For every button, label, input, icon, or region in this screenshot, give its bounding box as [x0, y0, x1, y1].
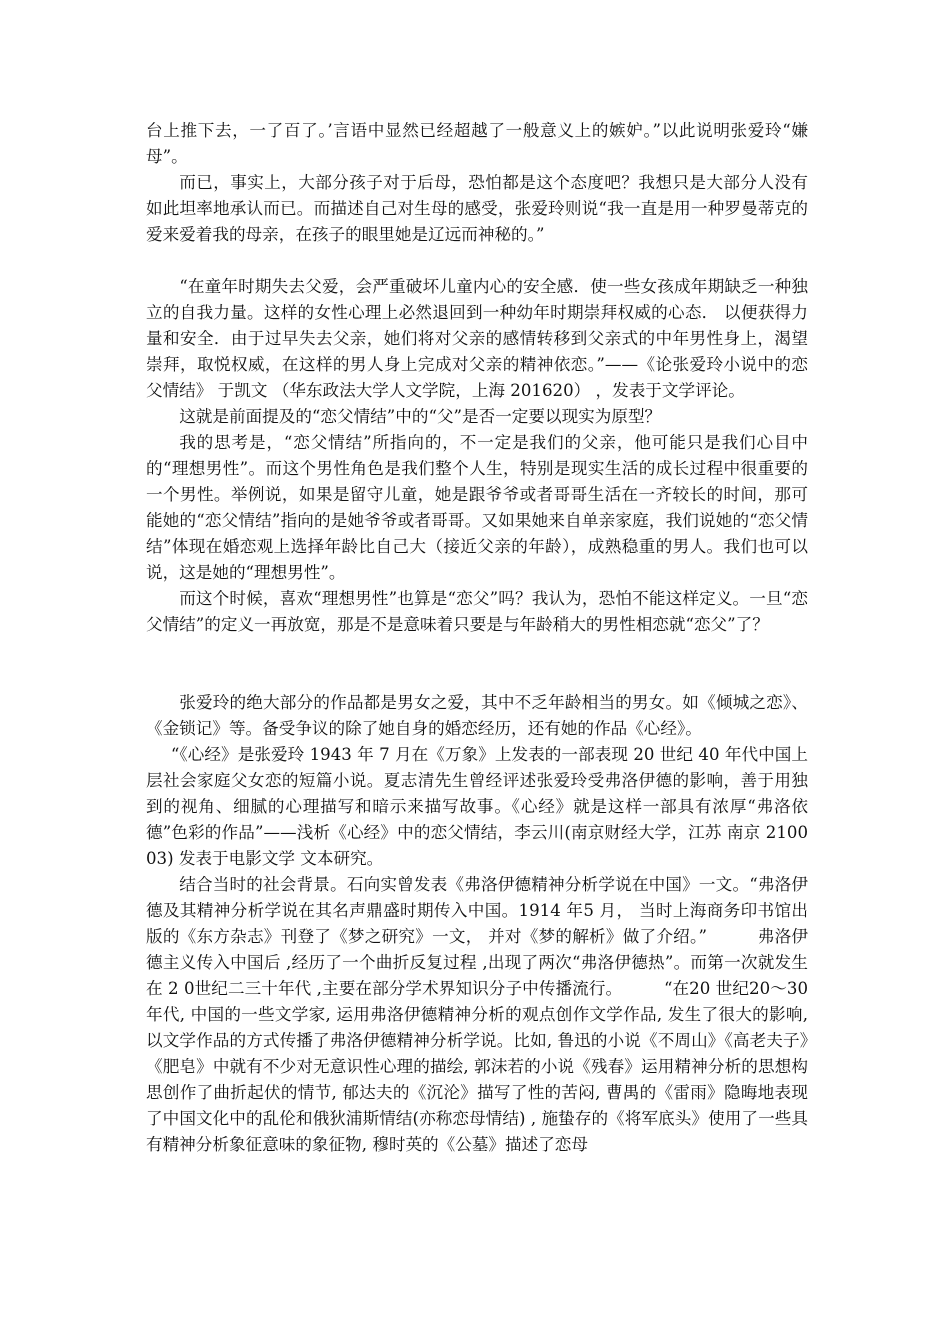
paragraph-5: 我的思考是，“恋父情结”所指向的，不一定是我们的父亲，他可能只是我们心目中的“理想男性”。而这个男性角色是我们整个人生，特别是现实生活的成长过程中很重要的一个男性。举例说，如果是留守儿童，她是跟爷爷或者哥哥生活在一齐较长的时间，那可能她的“恋父情结”指向的是她爷爷或者哥哥。又如果她来自单亲家庭，我们说她的“恋父情结”体现在婚恋观上选择年龄比自己大（接近父亲的年龄），成熟稳重的男人。我们也可以说，这是她的“理想男性”。	[146, 433, 808, 582]
blank-lines	[146, 638, 808, 690]
paragraph-4: 这就是前面提及的“恋父情结”中的“父”是否一定要以现实为原型？	[179, 407, 662, 426]
paragraph-9: 结合当时的社会背景。石向实曾发表《弗洛伊德精神分析学说在中国》一文。“弗洛伊德及其精神分析学说在其名声鼎盛时期传入中国。1914 年5 月， 当时上海商务印书馆出版的《东方杂志》刊登了《梦之研究》一文， 并对《梦的解析》做了介绍。” 弗洛伊德主义传入中国后 ,经历了一个曲折反复过程 ,出现了两次“弗洛伊德热”。而第一次就发生在 2 0世纪二三十年代 ,主要在部分学术界知识分子中传播流行。 “在20 世纪20～30 年代, 中国的一些文学家, 运用弗洛伊德精神分析的观点创作文学作品, 发生了很大的影响, 以文学作品的方式传播了弗洛伊德精神分析学说。比如, 鲁迅的小说《不周山》《高老夫子》《肥皂》中就有不少对无意识性心理的描绘, 郭沫若的小说《残春》运用精神分析的思想构思创作了曲折起伏的情节, 郁达夫的《沉沦》描写了性的苦闷, 曹禺的《雷雨》隐晦地表现了中国文化中的乱伦和俄狄浦斯情结(亦称恋母情结) , 施蛰存的《将军底头》使用了一些具有精神分析象征意味的象征物, 穆时英的《公墓》描述了恋母	[146, 875, 808, 1154]
paragraph-2: 而已，事实上，大部分孩子对于后母，恐怕都是这个态度吧？我想只是大部分人没有如此坦率地承认而已。而描述自己对生母的感受，张爱玲则说“我一直是用一种罗曼蒂克的爱来爱着我的母亲，在孩子的眼里她是辽远而神秘的。”	[146, 173, 808, 244]
document-page	[146, 118, 808, 1158]
paragraph-1: 台上推下去，一了百了。’言语中显然已经超越了一般意义上的嫉妒。”以此说明张爱玲“嫌母”。	[146, 121, 808, 166]
paragraph-6: 而这个时候，喜欢“理想男性”也算是“恋父”吗？我认为，恐怕不能这样定义。一旦“恋父情结”的定义一再放宽，那是不是意味着只要是与年龄稍大的男性相恋就“恋父”了？	[146, 589, 808, 634]
paragraph-8-quote: “《心经》是张爱玲 1943 年 7 月在《万象》上发表的一部表现 20 世纪 40 年代中国上层社会家庭父女恋的短篇小说。夏志清先生曾经评述张爱玲受弗洛伊德的影响，善于用独到的视角、细腻的心理描写和暗示来描写故事。《心经》就是这样一部具有浓厚“弗洛依德”色彩的作品”——浅析《心经》中的恋父情结，李云川(南京财经大学，江苏 南京 210003) 发表于电影文学 文本研究。	[146, 745, 808, 868]
paragraph-3-quote: “在童年时期失去父爱，会严重破坏儿童内心的安全感．使一些女孩成年期缺乏一种独立的自我力量。这样的女性心理上必然退回到一种幼年时期崇拜权威的心态． 以便获得力量和安全．由于过早失去父亲，她们将对父亲的感情转移到父亲式的中年男性身上，渴望崇拜，取悦权威，在这样的男人身上完成对父亲的精神依恋。”——《论张爱玲小说中的恋父情结》 于凯文 （华东政法大学人文学院，上海 201620） ，发表于文学评论。	[146, 277, 808, 400]
blank-line	[146, 248, 808, 274]
paragraph-7: 张爱玲的绝大部分的作品都是男女之爱，其中不乏年龄相当的男女。如《倾城之恋》、《金锁记》等。备受争议的除了她自身的婚恋经历，还有她的作品《心经》。	[146, 693, 808, 738]
